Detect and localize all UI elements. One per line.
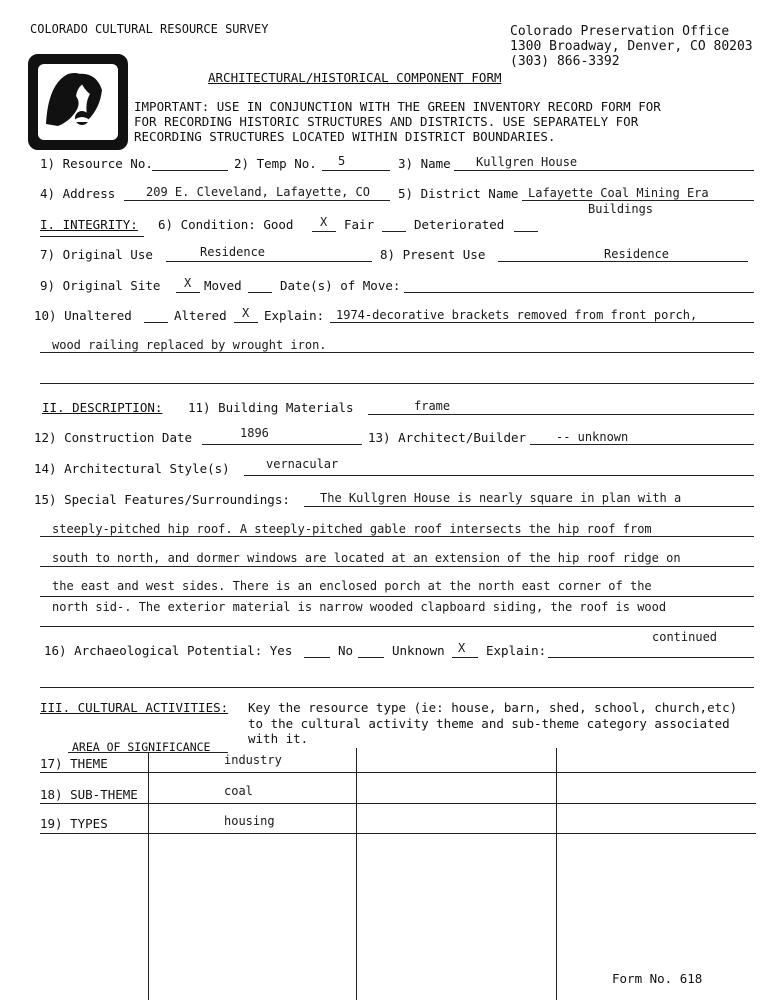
special-line-5: north sid-. The exterior material is narrow wooded clapboard siding, the roof is wood [52, 600, 667, 614]
types-value: housing [224, 814, 275, 828]
materials-value: frame [414, 399, 451, 413]
orig-site-mark: X [184, 276, 192, 290]
special-features-label: 15) Special Features/Surroundings: [34, 492, 290, 507]
arch-no-label: No [338, 643, 354, 658]
important-line-1: IMPORTANT: USE IN CONJUNCTION WITH THE GREEN INVENTORY RECORD FORM FOR [134, 99, 661, 114]
style-value: vernacular [266, 457, 339, 471]
address-value: 209 E. Cleveland, Lafayette, CO [146, 185, 370, 199]
survey-title: COLORADO CULTURAL RESOURCE SURVEY [30, 22, 269, 36]
description-heading: II. DESCRIPTION: [42, 400, 163, 415]
arch-unknown-mark: X [458, 641, 466, 655]
office-name: Colorado Preservation Office [510, 24, 730, 39]
cultural-line-1: Key the resource type (ie: house, barn, shed, school, church,etc) [248, 700, 738, 715]
temp-no-label: 2) Temp No. [234, 156, 317, 171]
architect-value: -- unknown [556, 430, 629, 444]
special-line-2: steeply-pitched hip roof. A steeply-pitched gable roof intersects the hip roof from [52, 522, 652, 536]
theme-value: industry [224, 753, 282, 767]
orig-use-label: 7) Original Use [40, 247, 153, 262]
arch-explain-label: Explain: [486, 643, 547, 658]
important-line-3: RECORDING STRUCTURES LOCATED WITHIN DISTRICT BOUNDARIES. [134, 129, 556, 144]
present-use-value: Residence [604, 247, 670, 261]
moved-label: Moved [204, 278, 242, 293]
seal-logo-icon [28, 54, 128, 150]
deteriorated-label: Deteriorated [414, 217, 505, 232]
arch-unknown-label: Unknown [392, 643, 445, 658]
style-label: 14) Architectural Style(s) [34, 461, 230, 476]
temp-no-value: 5 [338, 154, 346, 168]
arch-potential-label: 16) Archaeological Potential: Yes [44, 643, 293, 658]
name-value: Kullgren House [476, 155, 578, 169]
types-label: 19) TYPES [40, 816, 108, 831]
orig-site-label: 9) Original Site [40, 278, 161, 293]
special-line-3: south to north, and dormer windows are located at an extension of the hip roof ridge on [52, 551, 681, 565]
constr-date-label: 12) Construction Date [34, 430, 193, 445]
form-title: ARCHITECTURAL/HISTORICAL COMPONENT FORM [208, 70, 502, 85]
important-line-2: FOR RECORDING HISTORIC STRUCTURES AND DISTRICTS. USE SEPARATELY FOR [134, 114, 639, 129]
area-of-significance: AREA OF SIGNIFICANCE [72, 740, 211, 754]
explain-line-2: wood railing replaced by wrought iron. [52, 338, 327, 352]
explain-label: Explain: [264, 308, 325, 323]
unaltered-label: 10) Unaltered [34, 308, 132, 323]
altered-label: Altered [174, 308, 227, 323]
materials-label: 11) Building Materials [188, 400, 354, 415]
cultural-line-3: with it. [248, 731, 309, 746]
cultural-heading: III. CULTURAL ACTIVITIES: [40, 700, 229, 715]
district-value-2: Buildings [588, 202, 654, 216]
subtheme-label: 18) SUB-THEME [40, 787, 138, 802]
special-line-1: The Kullgren House is nearly square in plan with a [320, 491, 682, 505]
resource-no-label: 1) Resource No. [40, 156, 153, 171]
condition-good-mark: X [320, 215, 328, 229]
special-line-4: the east and west sides. There is an enclosed porch at the north east corner of the [52, 579, 652, 593]
name-label: 3) Name [398, 156, 451, 171]
present-use-label: 8) Present Use [380, 247, 486, 262]
theme-label: 17) THEME [40, 756, 108, 771]
explain-line-1: 1974-decorative brackets removed from front porch, [336, 308, 698, 322]
subtheme-value: coal [224, 784, 253, 798]
fair-label: Fair [344, 217, 375, 232]
address-label: 4) Address [40, 186, 116, 201]
condition-label: 6) Condition: Good [158, 217, 294, 232]
form-number: Form No. 618 [612, 971, 703, 986]
move-dates-label: Date(s) of Move: [280, 278, 401, 293]
constr-date-value: 1896 [240, 426, 269, 440]
district-label: 5) District Name [398, 186, 519, 201]
continued-note: continued [652, 630, 718, 644]
altered-mark: X [242, 306, 250, 320]
office-phone: (303) 866-3392 [510, 54, 620, 69]
orig-use-value: Residence [200, 245, 266, 259]
cultural-line-2: to the cultural activity theme and sub-theme category associated [248, 716, 730, 731]
integrity-heading: I. INTEGRITY: [40, 217, 138, 232]
office-street: 1300 Broadway, Denver, CO 80203 [510, 39, 753, 54]
district-value: Lafayette Coal Mining Era [528, 186, 709, 200]
architect-label: 13) Architect/Builder [368, 430, 527, 445]
